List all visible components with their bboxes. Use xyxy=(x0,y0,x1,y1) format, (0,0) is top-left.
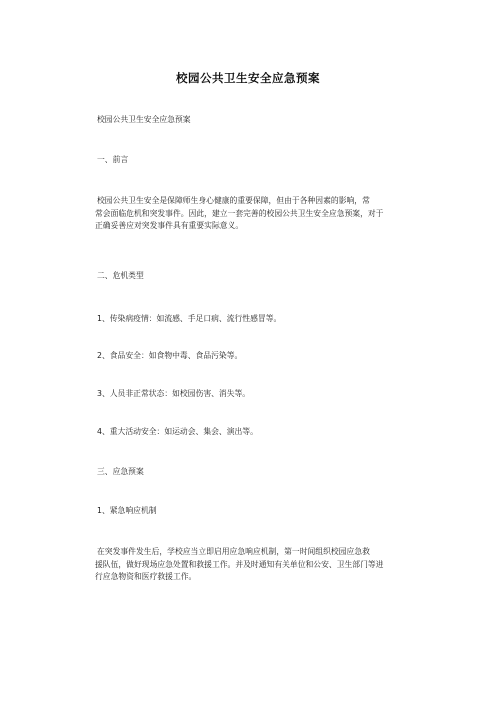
preface-line-1: 校园公共卫生安全是保障师生身心健康的重要保障，但由于各种因素的影响，常 xyxy=(97,196,370,205)
emergency-response-line-2: 援队伍，做好现场应急处置和救援工作。并及时通知有关单位和公安、卫生部门等进 xyxy=(95,559,384,569)
section-heading-preface: 一、前言 xyxy=(97,155,129,164)
crisis-type-item: 3、人员非正常状态：如校园伤害、消失等。 xyxy=(97,389,251,398)
document-subtitle: 校园公共卫生安全应急预案 xyxy=(97,115,191,124)
emergency-response-line-3: 行应急物资和医疗救援工作。 xyxy=(95,572,197,581)
preface-line-2: 常会面临危机和突发事件。因此，建立一套完善的校园公共卫生安全应急预案，对于 xyxy=(95,208,384,218)
crisis-type-item: 2、食品安全：如食物中毒、食品污染等。 xyxy=(97,351,243,360)
section-heading-crisis-types: 二、危机类型 xyxy=(97,271,144,280)
preface-line-3: 正确妥善应对突发事件具有重要实际意义。 xyxy=(95,221,244,230)
document-title: 校园公共卫生安全应急预案 xyxy=(176,71,320,85)
subsection-heading-emergency-response: 1、紧急响应机制 xyxy=(97,506,157,515)
preface-paragraph xyxy=(97,195,427,233)
emergency-response-line-1: 在突发事件发生后，学校应当立即启用应急响应机制，第一时间组织校园应急救 xyxy=(97,547,370,556)
emergency-response-paragraph xyxy=(97,546,427,584)
crisis-type-item: 1、传染病疫情：如流感、手足口病、流行性感冒等。 xyxy=(97,314,282,323)
crisis-type-item: 4、重大活动安全：如运动会、集会、演出等。 xyxy=(97,427,258,436)
section-heading-emergency-plan: 三、应急预案 xyxy=(97,467,144,476)
